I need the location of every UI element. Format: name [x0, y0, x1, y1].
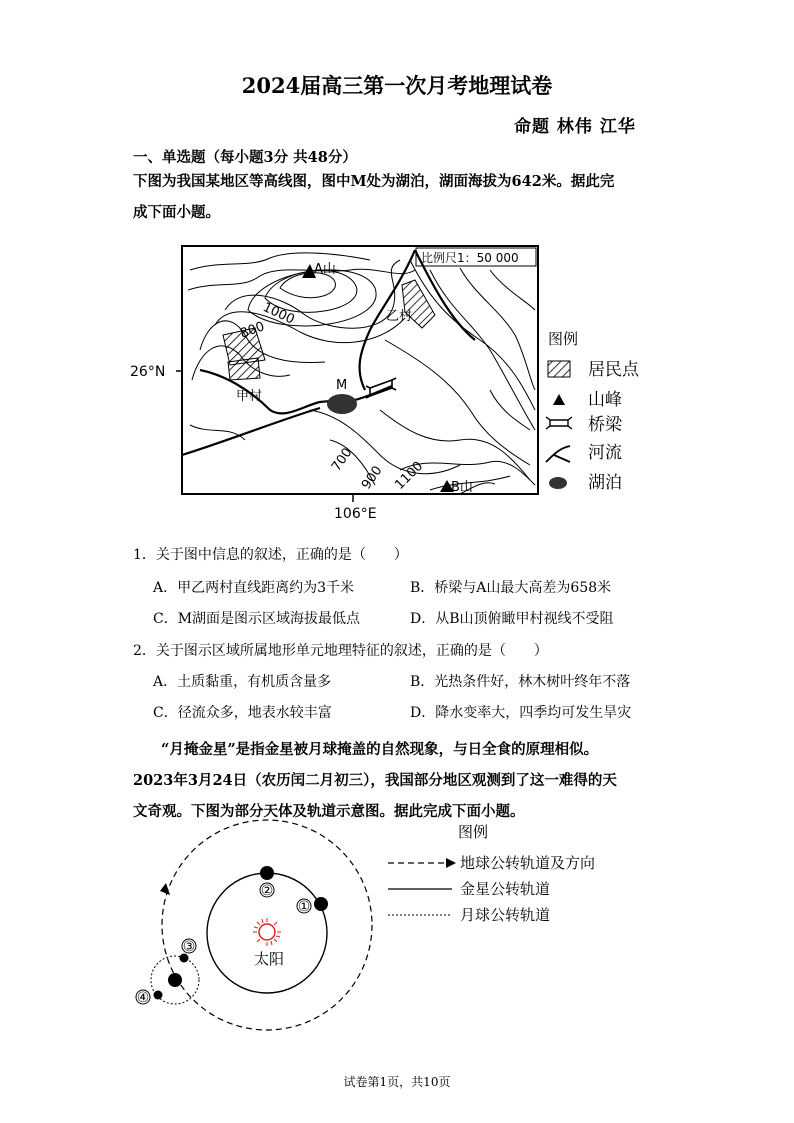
lake-label: M [336, 378, 348, 393]
intro-line: 成下面小题。 [133, 204, 220, 221]
question-1-stem: 1．关于图中信息的叙述，正确的是（ ） [133, 547, 408, 563]
longitude-label: 106°E [334, 506, 377, 522]
contour-label-1000: 1000 [260, 300, 297, 328]
legend-bridge-icon [546, 417, 572, 429]
moon-position-4 [154, 991, 163, 1000]
position-label-1: ① [297, 899, 311, 915]
question-2-option-c: C．径流众多，地表水较丰富 [153, 705, 332, 721]
legend-item: 居民点 [588, 360, 639, 380]
venus-position-2 [260, 866, 274, 880]
legend-item: 山峰 [588, 390, 622, 410]
peak-a-label: A山 [314, 262, 336, 277]
legend-settlement-icon [548, 361, 570, 377]
earth-orbit [162, 820, 372, 1030]
legend-peak-icon [553, 394, 565, 405]
orbit-diagram [130, 815, 630, 1045]
settlement-jia-lower [228, 358, 260, 380]
legend-item: 河流 [588, 443, 622, 463]
question-2-option-d: D．降水变率大，四季均可发生旱灾 [410, 705, 632, 721]
contour-label-700: 700 [328, 445, 356, 475]
venus-position-1 [314, 897, 328, 911]
legend-item: 地球公转轨道及方向 [460, 854, 596, 872]
scale-label: 比例尺1：50 000 [421, 251, 519, 265]
contour-label-800: 800 [238, 319, 267, 342]
paragraph-line: 文奇观。下图为部分天体及轨道示意图。据此完成下面小题。 [133, 803, 525, 820]
contour-label-900: 900 [358, 463, 386, 493]
village-yi-label: 乙村 [386, 309, 413, 324]
position-label-2: ② [260, 883, 274, 899]
orbit-legend-title: 图例 [458, 823, 489, 841]
legend-arrow-icon [446, 858, 456, 868]
question-1-option-b: B．桥梁与A山最大高差为658米 [410, 580, 612, 596]
contour-map [130, 240, 660, 525]
earth-icon [168, 973, 182, 987]
legend-lake-icon [549, 477, 567, 489]
intro-line: 下图为我国某地区等高线图，图中M处为湖泊，湖面海拔为642米。据此完 [133, 173, 615, 190]
peak-b-label: B山 [451, 480, 473, 495]
sun-label: 太阳 [254, 950, 285, 968]
author-line: 命题 林伟 江华 [514, 117, 636, 137]
question-1-option-d: D．从B山顶俯瞰甲村视线不受阻 [410, 611, 614, 627]
question-2-option-b: B．光热条件好，林木树叶终年不落 [410, 674, 631, 690]
position-label-4: ④ [136, 990, 150, 1006]
map-legend-title: 图例 [548, 330, 579, 348]
page-footer: 试卷第1页，共10页 [343, 1075, 451, 1089]
legend-item: 月球公转轨道 [460, 906, 551, 924]
legend-item: 湖泊 [588, 473, 622, 493]
page-title: 2024届高三第一次月考地理试卷 [241, 73, 553, 98]
latitude-label: 26°N [130, 364, 166, 380]
lake-m [327, 394, 357, 414]
legend-item: 桥梁 [588, 415, 622, 435]
question-2-option-a: A．土质黏重，有机质含量多 [153, 674, 332, 690]
village-jia-label: 甲村 [236, 389, 263, 404]
occultation-paragraph [133, 734, 673, 827]
paragraph-line: 2023年3月24日（农历闰二月初三），我国部分地区观测到了这一难得的天 [133, 772, 617, 789]
paragraph-line: “月掩金星”是指金星被月球掩盖的自然现象，与日全食的原理相似。 [161, 741, 599, 758]
section-heading: 一、单选题（每小题3分 共48分） [133, 149, 357, 166]
sun-icon [253, 918, 281, 946]
position-label-3: ③ [182, 939, 196, 955]
earth-orbit-arrow-icon [160, 883, 170, 895]
legend-item: 金星公转轨道 [460, 880, 551, 898]
intro-paragraph [133, 166, 663, 228]
question-1-option-c: C．M湖面是图示区域海拔最低点 [153, 611, 361, 627]
question-2-stem: 2．关于图示区域所属地形单元地理特征的叙述，正确的是（ ） [133, 643, 548, 659]
question-1-option-a: A．甲乙两村直线距离约为3千米 [153, 580, 355, 596]
legend-river-icon [546, 446, 570, 462]
contour-label-1100: 1100 [392, 458, 427, 493]
